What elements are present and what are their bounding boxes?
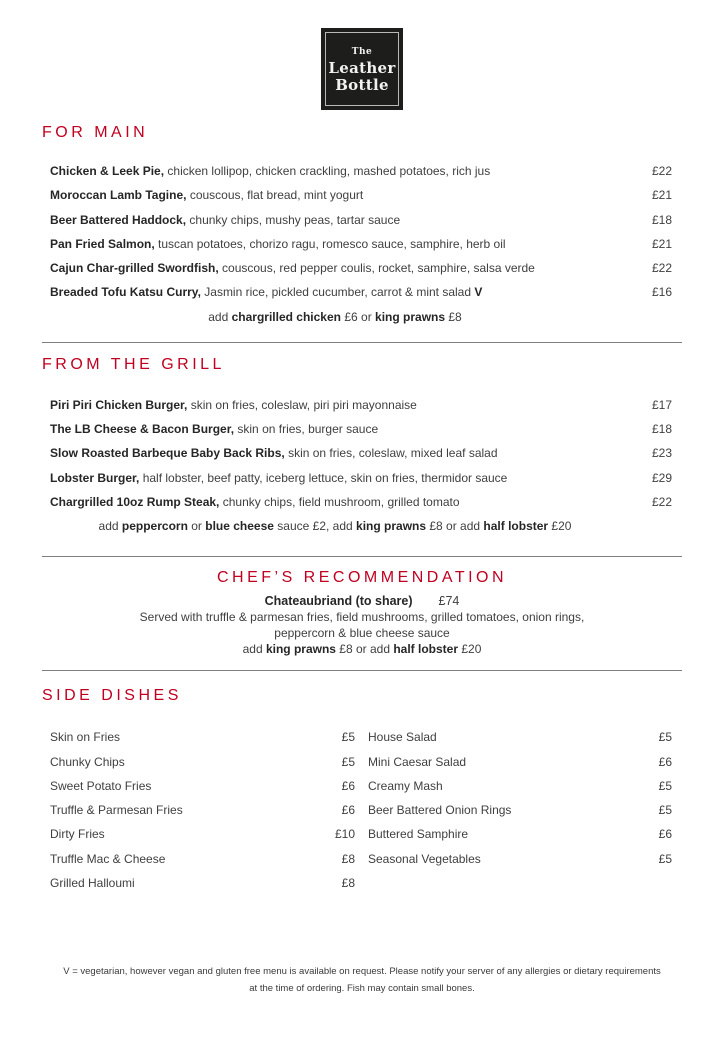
menu-item	[42, 164, 672, 179]
note-segment: £8 or add	[335, 642, 394, 657]
side-dishes-columns	[42, 730, 682, 900]
side-dish-name: Skin on Fries	[50, 730, 121, 745]
chefs-recommendation-section	[42, 569, 682, 657]
logo-text-the: The	[351, 46, 373, 57]
note-segment: £6 or	[341, 309, 376, 324]
note-segment: chargrilled chicken	[231, 309, 341, 324]
item-name: Pan Fried Salmon,	[50, 236, 155, 251]
side-dish-name: Beer Battered Onion Rings	[368, 803, 512, 818]
add-ons-note-chef	[42, 641, 682, 657]
vegetarian-mark: V	[474, 285, 483, 300]
chef-dish-description: Served with truffle & parmesan fries, field mushrooms, grilled tomatoes, onion rings,	[139, 610, 585, 625]
side-dish-price: £6	[341, 803, 355, 818]
note-segment: or	[187, 519, 206, 534]
item-text	[42, 188, 628, 203]
logo-frame	[325, 32, 399, 106]
chef-dish-price: £74	[438, 594, 460, 609]
side-dish-row	[42, 755, 355, 770]
item-name: Beer Battered Haddock,	[50, 212, 187, 227]
item-text	[42, 285, 628, 300]
side-dish-price: £5	[658, 851, 672, 866]
side-dish-name: Mini Caesar Salad	[368, 754, 467, 769]
side-dish-price: £10	[334, 827, 355, 842]
menu-item	[42, 471, 672, 486]
note-segment: half lobster	[483, 519, 549, 534]
item-price: £18	[651, 422, 672, 437]
side-dish-name: House Salad	[368, 730, 437, 745]
side-dish-name: Dirty Fries	[50, 827, 105, 842]
side-dish-price: £5	[341, 730, 355, 745]
item-description: Jasmin rice, pickled cucumber, carrot & mint salad	[204, 285, 472, 300]
item-name: Lobster Burger,	[50, 470, 140, 485]
disclaimer-line: V = vegetarian, however vegan and gluten free menu is available on request. Please notify your server of any allergies or dietary requirements	[63, 966, 661, 978]
side-dishes-right-column	[368, 730, 682, 900]
side-dishes-left-column	[42, 730, 355, 900]
item-price: £22	[651, 164, 672, 178]
note-segment: king prawns	[375, 309, 446, 324]
side-dish-price: £5	[658, 778, 672, 793]
add-ons-note-grill	[42, 519, 628, 534]
item-description: chunky chips, field mushroom, grilled tomato	[222, 494, 460, 509]
side-dish-price: £6	[658, 754, 672, 769]
item-price: £21	[651, 188, 672, 203]
item-text	[42, 213, 628, 228]
menu-item	[42, 237, 672, 252]
note-segment: add	[98, 519, 122, 534]
note-segment: £8 or add	[426, 519, 484, 534]
logo-text-leather: Leather	[328, 58, 396, 77]
item-text	[42, 237, 628, 252]
section-title-chefs-recommendation: CHEF’S RECOMMENDATION	[216, 569, 508, 587]
side-dish-row	[42, 852, 355, 867]
side-dish-price: £8	[341, 851, 355, 866]
note-segment: £8	[445, 309, 462, 324]
allergy-disclaimer	[42, 963, 682, 997]
side-dish-name: Sweet Potato Fries	[50, 778, 152, 793]
item-price: £17	[651, 397, 672, 412]
side-dish-row	[42, 803, 355, 818]
side-dish-row	[368, 852, 672, 867]
section-divider	[42, 556, 682, 557]
item-price: £16	[651, 285, 672, 300]
item-text	[42, 398, 628, 413]
menu-item	[42, 213, 672, 228]
menu-item	[42, 446, 672, 461]
item-text	[42, 422, 628, 437]
chef-dish-description: peppercorn & blue cheese sauce	[274, 626, 450, 641]
item-price: £22	[651, 494, 672, 509]
item-price: £29	[651, 470, 672, 485]
logo-text-bottle: Bottle	[335, 75, 389, 94]
note-segment: half lobster	[393, 642, 459, 657]
side-dish-name: Truffle & Parmesan Fries	[50, 803, 183, 818]
side-dish-row	[42, 876, 355, 891]
chef-dish-name: Chateaubriand (to share)	[264, 594, 413, 609]
note-segment: blue cheese	[205, 519, 274, 534]
section-title-from-the-grill: FROM THE GRILL	[42, 355, 225, 373]
restaurant-logo	[321, 28, 403, 110]
item-name: Slow Roasted Barbeque Baby Back Ribs,	[50, 446, 285, 461]
note-segment: sauce £2, add	[273, 519, 357, 534]
side-dish-price: £5	[658, 803, 672, 818]
item-text	[42, 446, 628, 461]
side-dish-row	[42, 827, 355, 842]
side-dish-name: Creamy Mash	[368, 778, 443, 793]
note-segment: add	[242, 642, 266, 657]
note-segment: add	[208, 309, 232, 324]
disclaimer-line: at the time of ordering. Fish may contain small bones.	[249, 983, 475, 995]
side-dish-name: Grilled Halloumi	[50, 876, 135, 891]
item-text	[42, 495, 628, 510]
item-name: Breaded Tofu Katsu Curry,	[50, 285, 201, 300]
note-segment: £20	[548, 519, 572, 534]
item-description: chunky chips, mushy peas, tartar sauce	[189, 212, 401, 227]
menu-item	[42, 422, 672, 437]
item-name: Moroccan Lamb Tagine,	[50, 188, 187, 203]
item-description: couscous, red pepper coulis, rocket, samphire, salsa verde	[222, 261, 535, 276]
item-price: £22	[651, 261, 672, 276]
side-dish-price: £6	[341, 778, 355, 793]
item-price: £18	[651, 212, 672, 227]
menu-item	[42, 398, 672, 413]
side-dish-name: Chunky Chips	[50, 754, 125, 769]
item-name: Piri Piri Chicken Burger,	[50, 397, 188, 412]
side-dish-name: Truffle Mac & Cheese	[50, 851, 166, 866]
item-name: Chargrilled 10oz Rump Steak,	[50, 494, 220, 509]
add-ons-note-main	[42, 310, 628, 325]
side-dish-price: £5	[341, 754, 355, 769]
side-dish-row	[368, 730, 672, 745]
side-dish-row	[368, 779, 672, 794]
menu-item	[42, 495, 672, 510]
chef-dish-line	[42, 593, 682, 609]
side-dish-price: £6	[658, 827, 672, 842]
side-dish-row	[368, 803, 672, 818]
side-dish-price: £5	[658, 730, 672, 745]
menu-item	[42, 261, 672, 276]
item-price: £21	[651, 236, 672, 251]
side-dish-name: Seasonal Vegetables	[368, 851, 481, 866]
side-dish-row	[42, 730, 355, 745]
item-description: skin on fries, coleslaw, mixed leaf salad	[288, 446, 498, 461]
item-name: Chicken & Leek Pie,	[50, 164, 165, 178]
item-text	[42, 261, 628, 276]
from-the-grill-items	[42, 398, 682, 510]
side-dish-name: Buttered Samphire	[368, 827, 469, 842]
item-price: £23	[651, 446, 672, 461]
menu-item	[42, 188, 672, 203]
item-description: skin on fries, coleslaw, piri piri mayonnaise	[190, 397, 417, 412]
item-text	[42, 471, 628, 486]
section-title-for-main: FOR MAIN	[42, 124, 149, 141]
note-segment: £20	[458, 642, 482, 657]
item-description: skin on fries, burger sauce	[237, 422, 379, 437]
item-text	[42, 164, 628, 179]
section-title-side-dishes: SIDE DISHES	[42, 687, 182, 705]
item-description: couscous, flat bread, mint yogurt	[189, 188, 364, 203]
note-segment: peppercorn	[121, 519, 188, 534]
menu-page	[0, 124, 724, 997]
section-divider	[42, 670, 682, 671]
side-dish-row	[368, 755, 672, 770]
section-divider	[42, 342, 682, 343]
item-description: half lobster, beef patty, iceberg lettuce, skin on fries, thermidor sauce	[142, 470, 508, 485]
side-dish-row	[368, 827, 672, 842]
item-name: Cajun Char-grilled Swordfish,	[50, 261, 219, 276]
note-segment: king prawns	[265, 642, 336, 657]
side-dish-price: £8	[341, 876, 355, 891]
side-dish-row	[42, 779, 355, 794]
item-name: The LB Cheese & Bacon Burger,	[50, 422, 235, 437]
note-segment: king prawns	[356, 519, 427, 534]
menu-item	[42, 285, 672, 300]
item-description: chicken lollipop, chicken crackling, mashed potatoes, rich jus	[167, 164, 491, 178]
item-description: tuscan potatoes, chorizo ragu, romesco sauce, samphire, herb oil	[158, 236, 506, 251]
for-main-items	[42, 164, 682, 301]
